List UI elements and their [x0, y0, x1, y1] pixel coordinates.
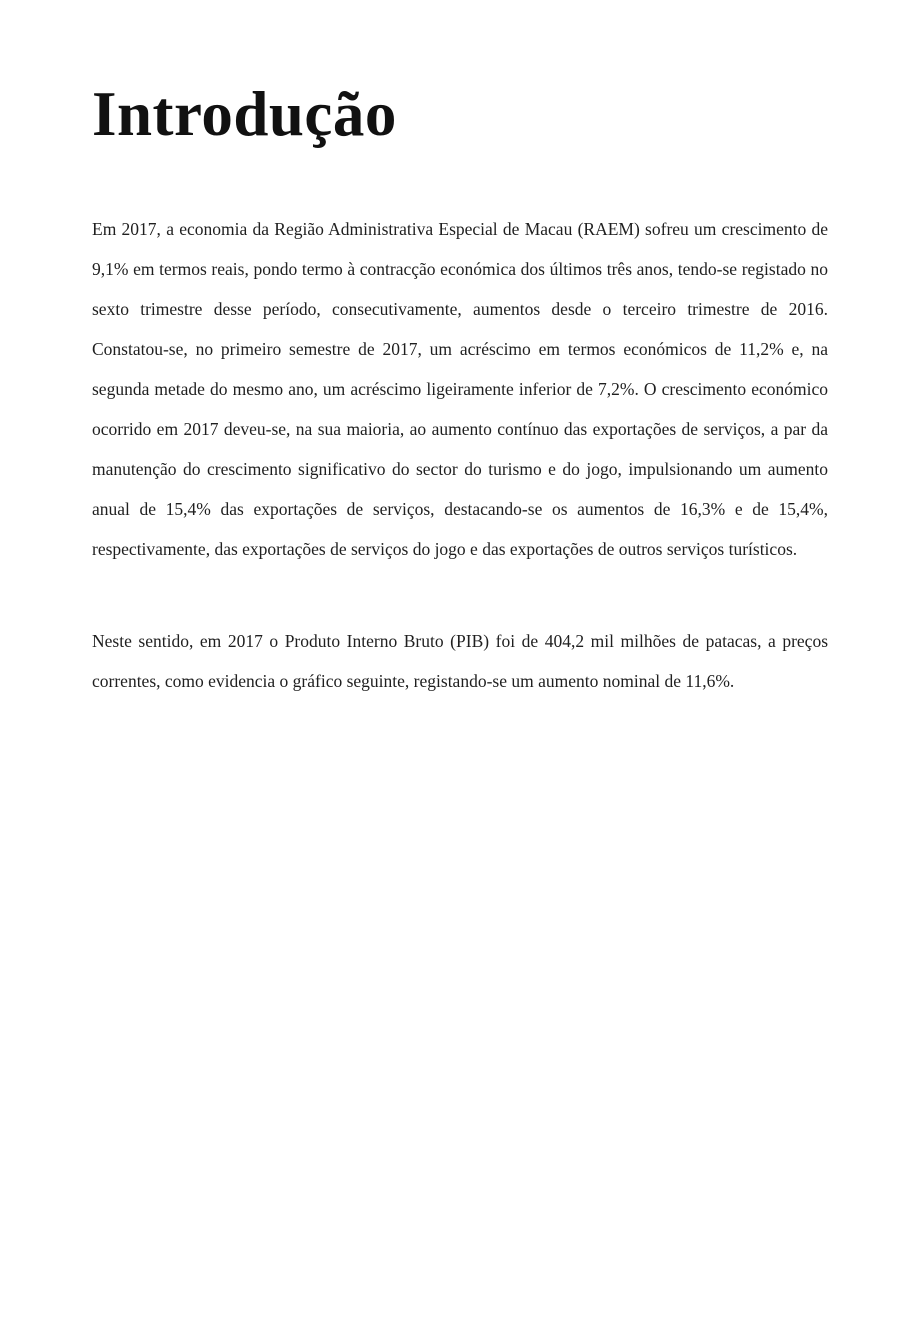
- intro-paragraph-1: Em 2017, a economia da Região Administrativa Especial de Macau (RAEM) sofreu um crescimento de 9,1% em termos reais, pondo termo à contracção económica dos últimos três anos, tendo-se registado no sexto trimestre desse período, consecutivamente, aumentos desde o terceiro trimestre de 2016. Constatou-se, no primeiro semestre de 2017, um acréscimo em termos económicos de 11,2% e, na segunda metade do mesmo ano, um acréscimo ligeiramente inferior de 7,2%. O crescimento económico ocorrido em 2017 deveu-se, na sua maioria, ao aumento contínuo das exportações de serviços, a par da manutenção do crescimento significativo do sector do turismo e do jogo, impulsionando um aumento anual de 15,4% das exportações de serviços, destacando-se os aumentos de 16,3% e de 15,4%, respectivamente, das exportações de serviços do jogo e das exportações de outros serviços turísticos.: [92, 219, 828, 560]
- intro-paragraph-2: Neste sentido, em 2017 o Produto Interno Bruto (PIB) foi de 404,2 mil milhões de patacas, a preços correntes, como evidencia o gráfico seguinte, registando-se um aumento nominal de 11,6%.: [92, 631, 828, 692]
- page-title: Introdução: [92, 79, 397, 149]
